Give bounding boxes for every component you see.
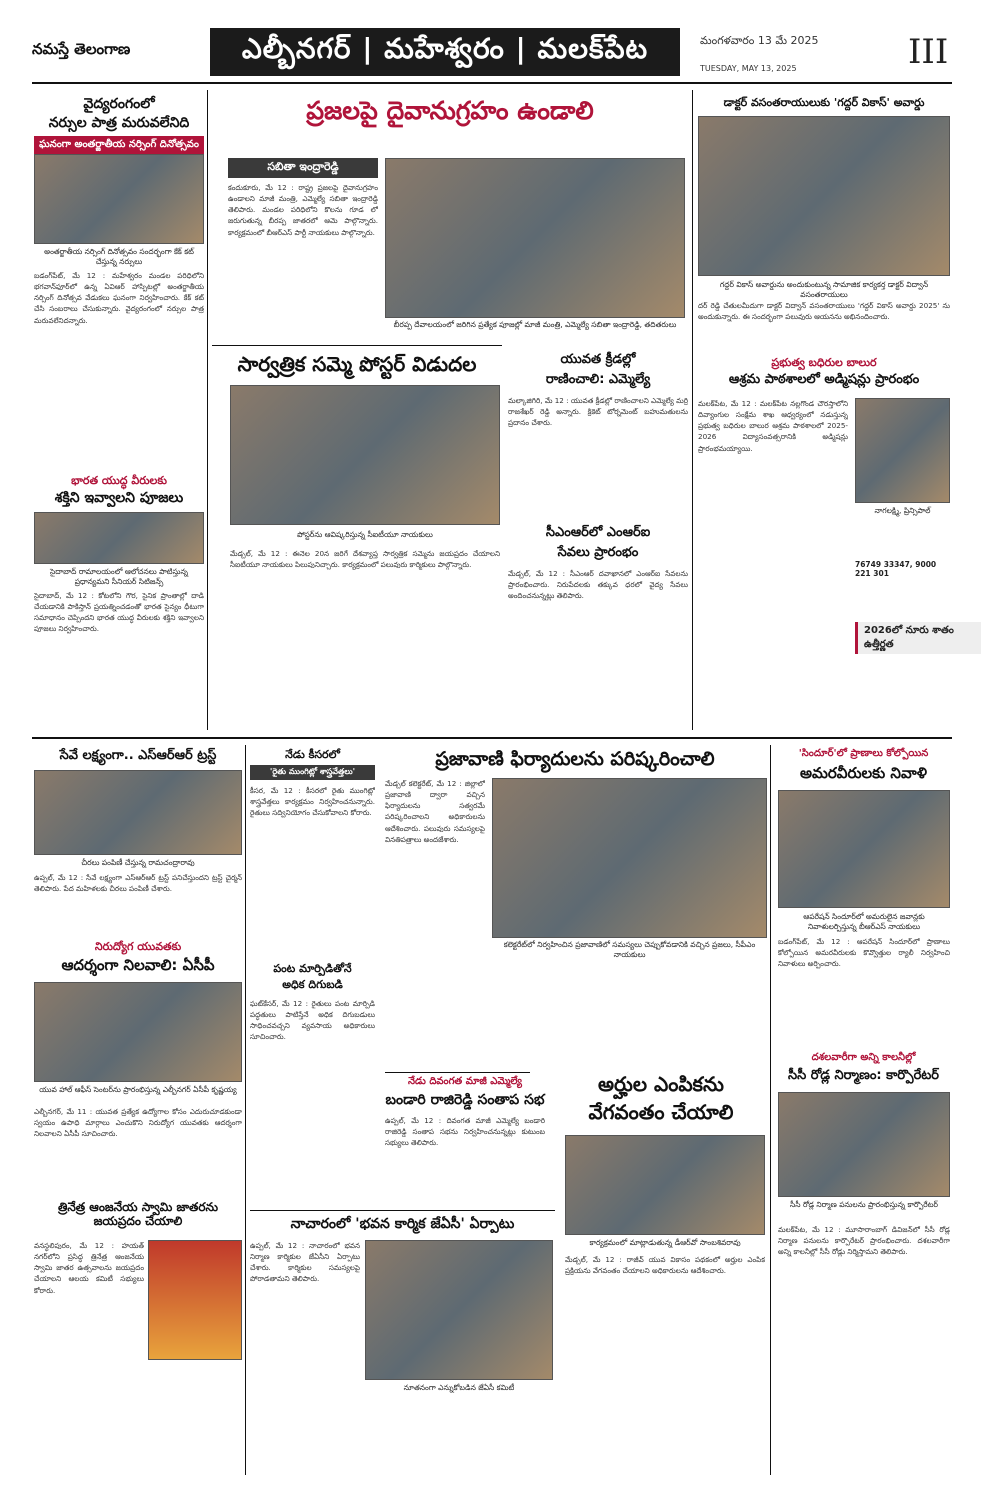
grievance-headline: ప్రజావాణి ఫిర్యాదులను పరిష్కరించాలి — [435, 748, 715, 770]
section-rule — [385, 1072, 530, 1073]
jac-photo — [365, 1240, 553, 1380]
roads-photo — [778, 1092, 950, 1197]
poster-photo — [230, 385, 500, 525]
award-caption: గద్దర్ వికాస్ అవార్డును అందుకుంటున్న సామాజిక కార్యకర్త డాక్టర్ విద్వాన్ వసంతరాయులు — [719, 280, 929, 299]
date-english: TUESDAY, MAY 13, 2025 — [700, 64, 797, 73]
soldiers-photo — [34, 512, 204, 564]
trinetra-body: వనస్థలిపురం, మే 12 : హయత్ నగర్‌లోని ప్రసిద్ధ త్రినేత్ర ఆంజనేయ స్వామి జాతర ఉత్సవాలను జయప్రదం చేయాలని ఆలయ కమిటీ సభ్యులు కోరారు. — [34, 1241, 144, 1295]
page-title: ఎల్బీనగర్ | మహేశ్వరం | మలక్‌పేట — [210, 28, 680, 76]
cmr-headline-2: సేవలు ప్రారంభం — [557, 545, 639, 560]
grievance-photo — [492, 778, 767, 938]
eligible-caption: కార్యక్రమంలో మాట్లాడుతున్న డీఆర్‌వో సాంబశివరావు — [589, 1238, 741, 1247]
sports-body: మల్కాజిగిరి, మే 12 : యువత క్రీడల్లో రాణించాలని ఎమ్మెల్యే మర్రి రాజశేఖర్ రెడ్డి అన్నారు. క్రికెట్ టోర్నమెంట్ బహుమతులను ప్రదానం చేశారు. — [508, 396, 688, 428]
sabitha-photo — [385, 158, 685, 318]
sindoor-headline: అమరవీరులకు నివాళి — [800, 764, 927, 782]
page-number: III — [908, 32, 949, 72]
condolence-kicker: నేడు దివంగత మాజీ ఎమ్మెల్యే — [408, 1076, 522, 1087]
sabitha-body: కందుకూరు, మే 12 : రాష్ట్ర ప్రజలపై దైవానుగ్రహం ఉండాలని మాజీ మంత్రి, ఎమ్మెల్యే సబితా ఇంద్రారెడ్డి తెలిపారు. మండల పరిధిలోని కొలను గూడ లో జరుగుతున్న బీరప్ప జాతరలో ఆమె పాల్గొన్నారు. కార్యక్రమంలో బీఆర్ఎస్ పార్టీ నాయకులు పాల్గొన్నారు. — [228, 183, 378, 237]
srr-headline: సేవే లక్ష్యంగా.. ఎస్ఆర్ఆర్ ట్రస్ట్ — [59, 748, 217, 763]
ashram-caption: నాగలక్ష్మి, ప్రిన్సిపాల్ — [874, 506, 931, 515]
ashram-body: మలక్‌పేట, మే 12 : మలక్‌పేట నల్లగొండ చౌరస్తాలోని దివ్యాంగుల సంక్షేమ శాఖ ఆధ్వర్యంలో నడుస్తున్న ప్రభుత్వ బధిరుల బాలుర ఆశ్రమ పాఠశాలలో 2025-2026 విద్యాసంవత్సరానికి అడ్మిషన్లు ప్రారంభమయ్యాయి. — [698, 399, 848, 453]
crop-body: ఘట్‌కేసర్, మే 12 : రైతులు పంట మార్పిడి పద్ధతులు పాటిస్తేనే అధిక దిగుబడులు సాధించవచ్చని వ్యవసాయ అధికారులు సూచించారు. — [250, 999, 375, 1042]
youth-body: ఎల్బీనగర్, మే 11 : యువత ప్రత్యేక ఉద్యోగాల కోసం ఎదురుచూడకుండా స్వయం ఉపాధి మార్గాలు ఎంచుకొని నిరుద్యోగ యువతకు ఆదర్శంగా నిలవాలని ఏసీపీ సూచించారు. — [34, 1107, 242, 1139]
ashram-headline: ఆశ్రమ పాఠశాలలో అడ్మిషన్లు ప్రారంభం — [728, 372, 920, 387]
sabitha-headline: ప్రజలపై దైవానుగ్రహం ఉండాలి — [306, 96, 594, 125]
grievance-body: మేడ్చల్ కలెక్టరేట్, మే 12 : జిల్లాలో ప్రజావాణి ద్వారా వచ్చిన ఫిర్యాదులను సత్వరమే పరిష్కరించాలని అధికారులను ఆదేశించారు. పలువురు సమస్యలపై వినతిపత్రాలు అందజేశారు. — [385, 779, 485, 844]
keesara-kicker: నేడు కీసరలో — [285, 748, 340, 761]
jac-headline: నాచారంలో 'భవన కార్మిక జేఏసీ' ఏర్పాటు — [290, 1216, 515, 1232]
keesara-body: కీసర, మే 12 : కీసరలో రైతు ముంగిట్లో శాస్త్రవేత్తలు కార్యక్రమం నిర్వహించనున్నారు. రైతులు సద్వినియోగం చేసుకోవాలని కోరారు. — [250, 786, 375, 818]
soldiers-kicker: భారత యుద్ధ వీరులకు — [71, 474, 167, 487]
section-rule — [212, 345, 502, 346]
sindoor-caption: ఆపరేషన్ సిందూర్‌లో అమరులైన జవాన్లకు నివాళులర్పిస్తున్న బీఆర్ఎస్ నాయకులు — [803, 912, 925, 931]
column-rule — [692, 90, 693, 730]
eligible-headline-1: అర్హుల ఎంపికను — [598, 1072, 724, 1096]
column-rule — [245, 745, 246, 1475]
condolence-body: ఉప్పల్, మే 12 : దివంగత మాజీ ఎమ్మెల్యే బండారి రాజిరెడ్డి సంతాప సభను నిర్వహించనున్నట్లు కుటుంబ సభ్యులు తెలిపారు. — [385, 1116, 545, 1148]
nurses-headline-2: నర్సుల పాత్ర మరువలేనిది — [48, 115, 190, 131]
roads-kicker: దశలవారీగా అన్ని కాలనీల్లో — [811, 1052, 916, 1063]
srr-caption: చీరలు పంపిణీ చేస్తున్న రామచంద్రారావు — [81, 858, 195, 867]
column-rule — [207, 90, 208, 730]
sports-headline-1: యువత క్రీడల్లో — [560, 352, 636, 367]
ashram-photo — [855, 398, 950, 503]
trinetra-photo — [148, 1240, 242, 1360]
ashram-kicker: ప్రభుత్వ బధిరుల బాలుర — [771, 356, 877, 369]
nurses-headline-1: వైద్యరంగంలో — [83, 96, 155, 112]
srr-photo — [34, 770, 242, 855]
nurses-photo — [34, 154, 204, 244]
crop-headline-1: పంట మార్పిడితోనే — [273, 962, 352, 975]
cmr-body: మేడ్చల్, మే 12 : సీఎంఆర్ దవాఖానలో ఎంఆర్ఐ సేవలను ప్రారంభించారు. నిరుపేదలకు తక్కువ ధరలో వైద్య సేవలు అందించనున్నట్లు తెలిపారు. — [508, 569, 688, 601]
jac-body: ఉప్పల్, మే 12 : నాచారంలో భవన నిర్మాణ కార్మికుల జేఏసీని ఏర్పాటు చేశారు. కార్మికుల సమస్యలపై పోరాడతామని తెలిపారు. — [250, 1241, 360, 1284]
poster-caption: పోస్టర్‌ను ఆవిష్కరిస్తున్న సీఐటీయూ నాయకులు — [297, 530, 433, 539]
eligible-photo — [565, 1135, 765, 1235]
ashram-box: 2026లో నూరు శాతం ఉత్తీర్ణత — [855, 622, 981, 654]
poster-headline: సార్వత్రిక సమ్మె పోస్టర్ విడుదల — [237, 352, 477, 376]
section-rule — [250, 1210, 555, 1211]
poster-body: మేడ్చల్, మే 12 : ఈనెల 20న జరిగే దేశవ్యాప్త సార్వత్రిక సమ్మెను జయప్రదం చేయాలని సీఐటీయూ నాయకులు పిలుపునిచ్చారు. కార్యక్రమంలో పలువురు కార్మికులు పాల్గొన్నారు. — [230, 549, 500, 570]
soldiers-headline: శక్తిని ఇవ్వాలని పూజలు — [54, 490, 184, 506]
grievance-caption: కలెక్టరేట్‌లో నిర్వహించిన ప్రజావాణిలో సమస్యలు చెప్పుకోవడానికి వచ్చిన ప్రజలు, సీపీఎం నాయకులు — [503, 940, 756, 959]
youth-headline: ఆదర్శంగా నిలవాలి: ఏసీపీ — [61, 956, 215, 974]
condolence-headline: బండారి రాజిరెడ్డి సంతాప సభ — [385, 1092, 545, 1108]
keesara-box: 'రైతు ముంగిట్లో శాస్త్రవేత్తలు' — [250, 765, 375, 780]
nurses-kicker: ఘనంగా అంతర్జాతీయ నర్సింగ్ దినోత్సవం — [34, 136, 204, 154]
sports-headline-2: రాణించాలి: ఎమ్మెల్యే — [545, 372, 651, 387]
fold-rule — [32, 737, 952, 739]
paper-name: నమస్తే తెలంగాణ — [32, 40, 131, 58]
nurses-caption: అంతర్జాతీయ నర్సింగ్ దినోత్సవం సందర్భంగా కేక్ కట్ చేస్తున్న నర్సులు — [44, 247, 194, 266]
srr-body: ఉప్పల్, మే 12 : సేవే లక్ష్యంగా ఎస్ఆర్ఆర్ ట్రస్ట్ పనిచేస్తుందని ట్రస్ట్ చైర్మన్ తెలిపారు. పేద మహిళలకు చీరలు పంపిణీ చేశారు. — [34, 873, 242, 894]
header-rule — [32, 82, 952, 84]
roads-body: మలక్‌పేట, మే 12 : మూసారాంబాగ్ డివిజన్‌లో సీసీ రోడ్ల నిర్మాణ పనులను కార్పొరేటర్ ప్రారంభించారు. దశలవారీగా అన్ని కాలనీల్లో సీసీ రోడ్లు నిర్మిస్తామని తెలిపారు. — [778, 1225, 950, 1257]
award-body: దర్ రెడ్డి చేతులమీదుగా డాక్టర్ విద్వాన్ వసంతరాయులు 'గద్దర్ వికాస్ అవార్డు 2025' ను అందుకున్నారు. ఈ సందర్భంగా పలువురు ఆయనను అభినందించారు. — [698, 301, 950, 322]
date-telugu: మంగళవారం 13 మే 2025 — [700, 34, 819, 47]
youth-kicker: నిరుద్యోగ యువతకు — [94, 940, 182, 953]
youth-caption: యువ హాల్ ఆఫీస్ సెంటర్‌ను ప్రారంభిస్తున్న ఎల్బీనగర్ ఏసీపీ కృష్ణయ్య — [39, 1085, 237, 1094]
sabitha-caption: బీరప్ప దేవాలయంలో జరిగిన ప్రత్యేక పూజల్లో మాజీ మంత్రి, ఎమ్మెల్యే సబితా ఇంద్రారెడ్డి, తదితరులు — [393, 320, 677, 329]
ashram-phones: 76749 33347, 9000 221 301 — [855, 560, 937, 578]
eligible-body: మేడ్చల్, మే 12 : రాజీవ్ యువ వికాసం పథకంలో అర్హుల ఎంపిక ప్రక్రియను వేగవంతం చేయాలని అధికారులను ఆదేశించారు. — [565, 1255, 765, 1276]
sabitha-byline: సబితా ఇంద్రారెడ్డి — [228, 158, 378, 178]
sindoor-kicker: 'సిందూర్'లో ప్రాణాలు కోల్పోయిన — [798, 748, 929, 759]
youth-photo — [34, 982, 242, 1082]
column-rule — [770, 745, 771, 1475]
soldiers-caption: సైదాబాద్ రామాలయంలో ఆలోచనలు పాటిస్తున్న ప్రధాన్యమని సీనియర్ సిటిజన్స్ — [50, 567, 188, 586]
sindoor-photo — [778, 790, 950, 908]
nurses-body: బడంగ్‌పేట్, మే 12 : మహేశ్వరం మండల పరిధిలోని భగవాన్‌ఫూర్‌లో ఉన్న ఏవిఆర్ హాస్పిటల్లో అంతర్జాతీయ నర్సింగ్ దినోత్సవ వేడుకలు ఘనంగా నిర్వహించారు. కేక్ కట్ చేసి సంబరాలు చేసుకున్నారు. వైద్యరంగంలో నర్సుల పాత్ర మరువలేనిదన్నారు. — [34, 271, 204, 325]
eligible-headline-2: వేగవంతం చేయాలి — [588, 1100, 734, 1124]
soldiers-body: సైదాబాద్, మే 12 : కోటలోని గౌర, సైనిక ప్రాంతాల్లో దాడి చేయడానికి పాకిస్తాన్ ప్రయత్నించడంతో భారత సైన్యం ధీటుగా సమాధానం చెప్పిందని భారత యుద్ధ వీరులకు శక్తిని ఇవ్వాలని పూజలు నిర్వహించారు. — [34, 591, 204, 634]
trinetra-headline: త్రినేత్ర ఆంజనేయ స్వామి జాతరను జయప్రదం చేయాలి — [57, 1200, 219, 1229]
award-headline: డాక్టర్ వసంతరాయులుకు 'గద్దర్ వికాస్' అవార్డు — [723, 96, 925, 109]
jac-caption: నూతనంగా ఎన్నుకోబడిన జేఏసీ కమిటీ — [403, 1383, 515, 1392]
roads-headline: సీసీ రోడ్ల నిర్మాణం: కార్పొరేటర్ — [787, 1068, 940, 1083]
crop-headline-2: అధిక దిగుబడి — [282, 978, 343, 991]
cmr-headline-1: సీఎంఆర్‌లో ఎంఆర్ఐ — [545, 525, 651, 540]
award-photo — [698, 116, 950, 276]
roads-caption: సీసీ రోడ్ల నిర్మాణ పనులను ప్రారంభిస్తున్న కార్పొరేటర్ — [790, 1200, 938, 1209]
sindoor-body: బడంగ్‌పేట్, మే 12 : ఆపరేషన్ సిందూర్‌లో ప్రాణాలు కోల్పోయిన అమరవీరులకు కొవ్వొత్తుల ర్యాలీ నిర్వహించి నివాళులు అర్పించారు. — [778, 937, 950, 969]
